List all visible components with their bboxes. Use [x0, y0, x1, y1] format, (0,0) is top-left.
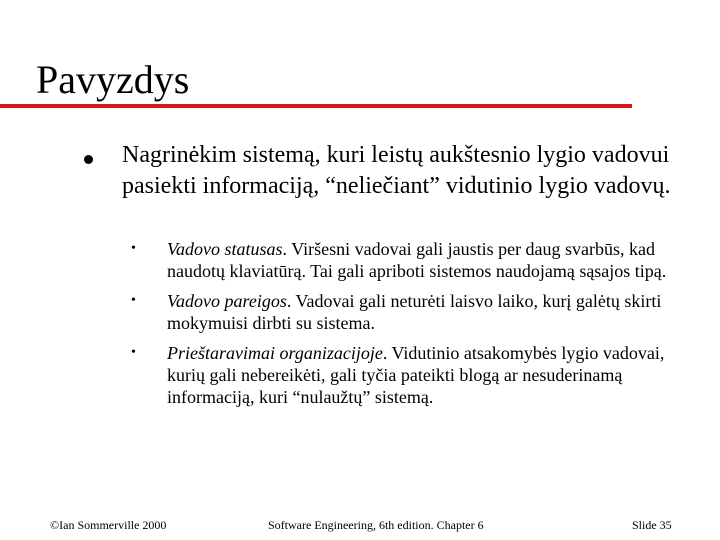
sub-point-text: . Vidutinio atsakomybės lygio vadovai, kurių gali nebereikėti, gali tyčia pateikti blogą ar nesuderinamą informaciją, kuri “nulaužtų” sistemą. [167, 343, 665, 407]
footer-copyright: ©Ian Sommerville 2000 [50, 518, 167, 532]
main-point: Nagrinėkim sistemą, kuri leistų aukštesnio lygio vadovui pasiekti informaciją, “neliečiant” vidutinio lygio vadovų. [122, 142, 671, 199]
footer-slide-number: Slide 35 [632, 518, 672, 532]
sub-point-text: . Vadovai gali neturėti laisvo laiko, kurį galėtų skirti mokymuisi dirbti su sistema. [167, 291, 662, 333]
sub-point-term: Vadovo pareigos [167, 291, 287, 311]
main-bullet-icon [84, 155, 93, 164]
sub-point-term: Vadovo statusas [167, 239, 283, 259]
bullet-icon: • [131, 345, 136, 360]
sub-point-list [131, 238, 691, 416]
bullet-icon: • [131, 241, 136, 256]
bullet-icon: • [131, 293, 136, 308]
sub-point-conflicts [131, 342, 691, 408]
sub-point-status [131, 238, 691, 282]
slide-title: Pavyzdys [36, 57, 190, 102]
sub-point-term: Prieštaravimai organizacijoje [167, 343, 383, 363]
sub-point-duties [131, 290, 691, 334]
footer-book-title: Software Engineering, 6th edition. Chapter 6 [268, 518, 484, 532]
sub-point-text: . Viršesni vadovai gali jaustis per daug svarbūs, kad naudotų klaviatūrą. Tai gali apriboti sistemos naudojamą sąsajos tipą. [167, 239, 667, 281]
title-underline [0, 104, 632, 108]
